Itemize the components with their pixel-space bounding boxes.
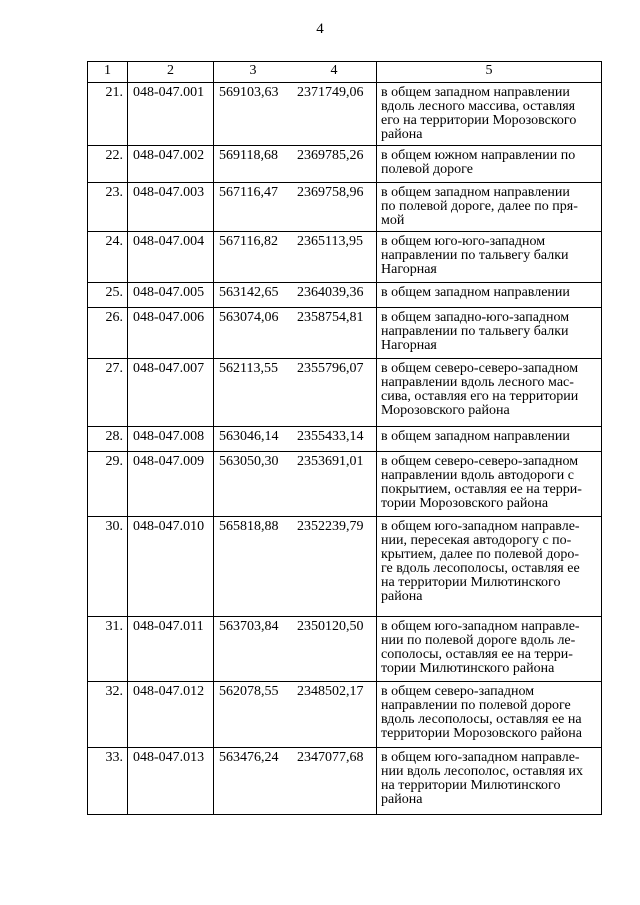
description-line: в общем юго-юго-западном <box>381 234 546 249</box>
row-number: 27. <box>88 359 128 427</box>
row-number: 32. <box>88 682 128 748</box>
coordinate-x: 567116,82 <box>219 234 278 249</box>
coordinate-x: 563142,65 <box>219 285 279 300</box>
boundary-description <box>377 232 602 283</box>
description-line: в общем северо-западном <box>381 684 535 699</box>
boundary-points-table <box>87 61 602 815</box>
coordinate-x: 563050,30 <box>219 454 279 469</box>
description-line: в общем южном направлении по <box>381 148 576 163</box>
description-line: района <box>381 589 423 604</box>
coordinate-y: 2350120,50 <box>297 619 364 634</box>
description-line: тории Морозовского района <box>381 496 549 511</box>
header-col-1: 1 <box>88 62 128 83</box>
description-line: района <box>381 792 423 807</box>
table-row <box>88 427 602 452</box>
coordinate-y: 2352239,79 <box>297 519 364 534</box>
coordinates-cell <box>214 232 377 283</box>
boundary-description <box>377 682 602 748</box>
header-col-4: 4 <box>330 63 338 78</box>
coordinates-cell <box>214 183 377 232</box>
description-line: направлении по тальвегу балки <box>381 248 569 263</box>
boundary-description <box>377 183 602 232</box>
coordinates-cell <box>214 283 377 308</box>
description-line: в общем юго-западном направле- <box>381 619 580 634</box>
description-line: в общем западном направлении <box>381 285 570 300</box>
table-row <box>88 83 602 146</box>
point-code: 048-047.010 <box>128 517 214 617</box>
description-line: Нагорная <box>381 262 437 277</box>
point-code: 048-047.006 <box>128 308 214 359</box>
description-line: района <box>381 127 423 142</box>
table-row <box>88 183 602 232</box>
description-line: сива, оставляя его на территории <box>381 389 579 404</box>
description-line: тории Милютинского района <box>381 661 555 676</box>
table-row <box>88 682 602 748</box>
page-number: 4 <box>316 21 324 37</box>
boundary-description <box>377 452 602 517</box>
coordinate-x: 569103,63 <box>219 85 279 100</box>
coordinate-x: 563476,24 <box>219 750 279 765</box>
coordinate-x: 563074,06 <box>219 310 279 325</box>
coordinate-y: 2355796,07 <box>297 361 364 376</box>
description-line: крытием, далее по полевой доро- <box>381 547 580 562</box>
table-row <box>88 452 602 517</box>
point-code: 048-047.002 <box>128 146 214 183</box>
row-number: 31. <box>88 617 128 682</box>
coordinate-y: 2348502,17 <box>297 684 364 699</box>
point-code: 048-047.001 <box>128 83 214 146</box>
description-line: вдоль лесного массива, оставляя <box>381 99 576 114</box>
description-line: нии по полевой дороге вдоль ле- <box>381 633 576 648</box>
point-code: 048-047.013 <box>128 748 214 815</box>
description-line: территории Морозовского района <box>381 726 582 741</box>
boundary-description <box>377 308 602 359</box>
table-row <box>88 617 602 682</box>
coordinates-cell <box>214 748 377 815</box>
coordinates-cell <box>214 682 377 748</box>
coordinate-y: 2369758,96 <box>297 185 364 200</box>
description-line: мой <box>381 213 405 228</box>
table-row <box>88 232 602 283</box>
description-line: нии, пересекая автодорогу с по- <box>381 533 572 548</box>
coordinate-y: 2358754,81 <box>297 310 364 325</box>
description-line: нии вдоль лесополос, оставляя их <box>381 764 584 779</box>
coordinate-x: 569118,68 <box>219 148 278 163</box>
row-number: 23. <box>88 183 128 232</box>
coordinate-y: 2355433,14 <box>297 429 364 444</box>
point-code: 048-047.009 <box>128 452 214 517</box>
row-number: 22. <box>88 146 128 183</box>
description-line: ге вдоль лесополосы, оставляя ее <box>381 561 580 576</box>
description-line: на территории Милютинского <box>381 778 561 793</box>
description-line: на территории Милютинского <box>381 575 561 590</box>
boundary-description <box>377 517 602 617</box>
boundary-description <box>377 283 602 308</box>
coordinate-y: 2364039,36 <box>297 285 364 300</box>
description-line: в общем юго-западном направле- <box>381 750 580 765</box>
table-header-row <box>88 62 602 83</box>
description-line: по полевой дороге, далее по пря- <box>381 199 578 214</box>
description-line: в общем западном направлении <box>381 185 570 200</box>
point-code: 048-047.011 <box>128 617 214 682</box>
table-row <box>88 283 602 308</box>
description-line: Морозовского района <box>381 403 510 418</box>
coordinate-y: 2371749,06 <box>297 85 364 100</box>
row-number: 28. <box>88 427 128 452</box>
description-line: направлении по полевой дороге <box>381 698 571 713</box>
table-row <box>88 748 602 815</box>
boundary-description <box>377 359 602 427</box>
coordinates-cell <box>214 452 377 517</box>
description-line: в общем северо-северо-западном <box>381 361 579 376</box>
description-line: в общем западно-юго-западном <box>381 310 570 325</box>
row-number: 25. <box>88 283 128 308</box>
coordinates-cell <box>214 359 377 427</box>
description-line: его на территории Морозовского <box>381 113 577 128</box>
boundary-description <box>377 617 602 682</box>
boundary-description <box>377 748 602 815</box>
point-code: 048-047.008 <box>128 427 214 452</box>
description-line: покрытием, оставляя ее на терри- <box>381 482 582 497</box>
boundary-description <box>377 146 602 183</box>
description-line: в общем западном направлении <box>381 85 570 100</box>
point-code: 048-047.007 <box>128 359 214 427</box>
header-col-3: 3 <box>249 63 257 78</box>
description-line: направлении вдоль автодороги с <box>381 468 574 483</box>
description-line: вдоль лесополосы, оставляя ее на <box>381 712 582 727</box>
table-row <box>88 146 602 183</box>
coordinate-x: 567116,47 <box>219 185 278 200</box>
point-code: 048-047.003 <box>128 183 214 232</box>
header-col-2: 2 <box>128 62 214 83</box>
description-line: направлении по тальвегу балки <box>381 324 569 339</box>
row-number: 24. <box>88 232 128 283</box>
coordinates-cell <box>214 617 377 682</box>
coordinate-y: 2353691,01 <box>297 454 364 469</box>
table-row <box>88 517 602 617</box>
description-line: в общем юго-западном направле- <box>381 519 580 534</box>
coordinate-x: 563046,14 <box>219 429 279 444</box>
description-line: в общем западном направлении <box>381 429 570 444</box>
row-number: 29. <box>88 452 128 517</box>
table-row <box>88 359 602 427</box>
coordinates-cell <box>214 517 377 617</box>
coordinate-x: 563703,84 <box>219 619 279 634</box>
header-col-5: 5 <box>377 62 602 83</box>
boundary-description <box>377 427 602 452</box>
header-col-3-4 <box>214 62 377 83</box>
row-number: 30. <box>88 517 128 617</box>
coordinates-cell <box>214 83 377 146</box>
description-line: направлении вдоль лесного мас- <box>381 375 574 390</box>
coordinate-x: 562078,55 <box>219 684 279 699</box>
description-line: полевой дороге <box>381 162 473 177</box>
coordinates-cell <box>214 146 377 183</box>
description-line: Нагорная <box>381 338 437 353</box>
point-code: 048-047.012 <box>128 682 214 748</box>
coordinates-cell <box>214 427 377 452</box>
boundary-description <box>377 83 602 146</box>
coordinate-y: 2369785,26 <box>297 148 364 163</box>
coordinate-y: 2365113,95 <box>297 234 363 249</box>
coordinate-x: 562113,55 <box>219 361 278 376</box>
point-code: 048-047.005 <box>128 283 214 308</box>
row-number: 21. <box>88 83 128 146</box>
coordinates-cell <box>214 308 377 359</box>
point-code: 048-047.004 <box>128 232 214 283</box>
row-number: 26. <box>88 308 128 359</box>
description-line: в общем северо-северо-западном <box>381 454 579 469</box>
table-row <box>88 308 602 359</box>
coordinate-y: 2347077,68 <box>297 750 364 765</box>
description-line: сополосы, оставляя ее на терри- <box>381 647 573 662</box>
coordinate-x: 565818,88 <box>219 519 279 534</box>
row-number: 33. <box>88 748 128 815</box>
